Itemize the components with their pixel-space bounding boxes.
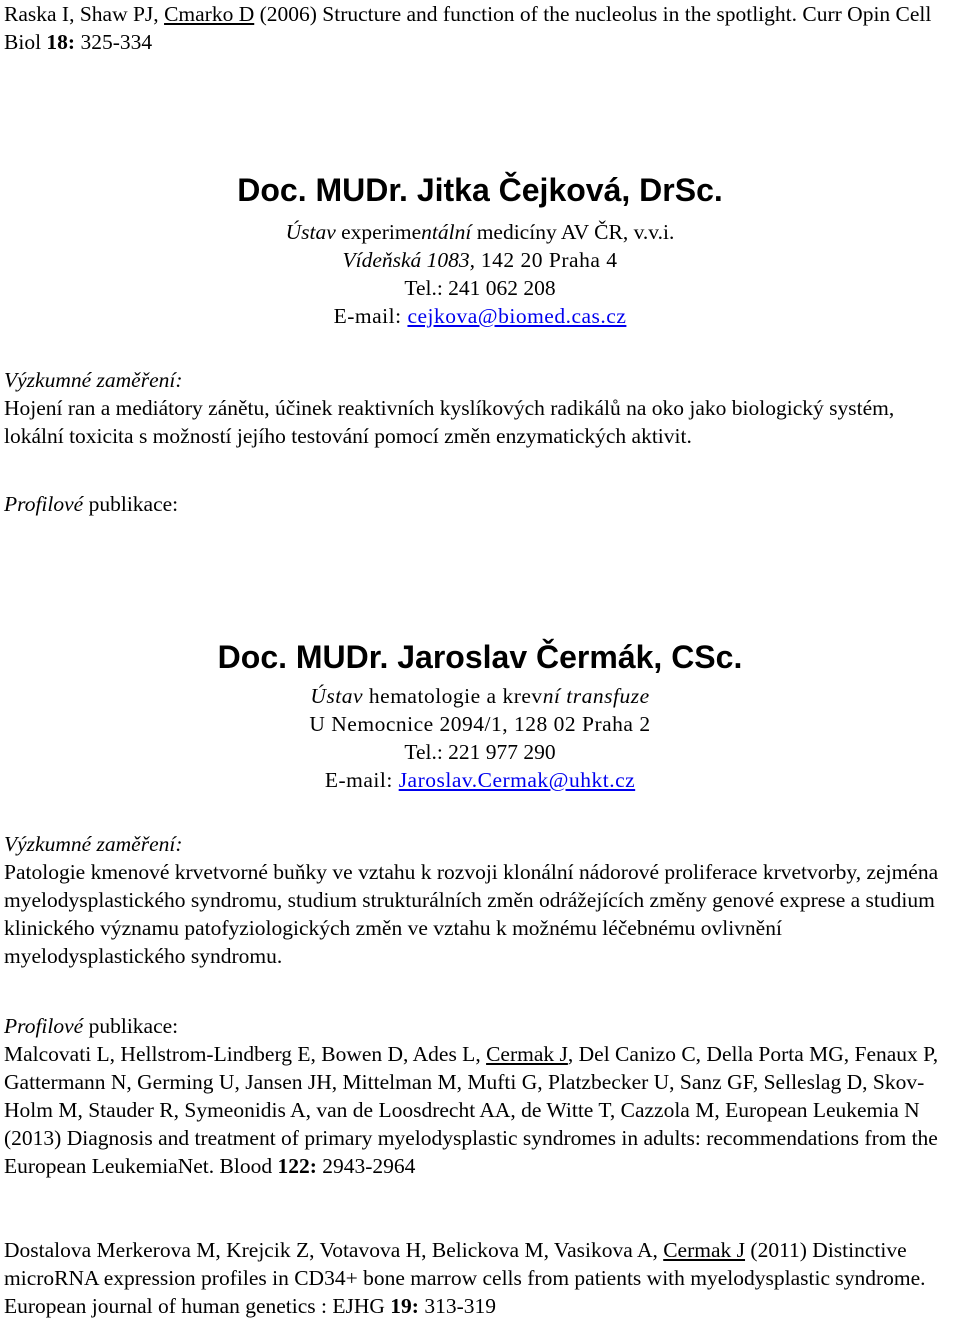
- person1-publications-label: Profilové publikace:: [4, 492, 179, 516]
- person1-institute: Ústav experimentální medicíny AV ČR, v.v.i.: [285, 220, 675, 244]
- person1-tel: Tel.: 241 062 208: [404, 276, 556, 300]
- person1-name: Doc. MUDr. Jitka Čejková, DrSc.: [237, 172, 723, 208]
- person2-email-link[interactable]: Jaroslav.Cermak@uhkt.cz: [398, 768, 636, 792]
- person2-institute: Ústav hematologie a krevní transfuze: [310, 684, 650, 708]
- person2-research-text: Patologie kmenové krvetvorné buňky ve vztahu k rozvoji klonální nádorové proliferace krvetvorby, zejména myelodysplastického syndromu, studium strukturálních změn odrážejících změny genové exprese a studium klinického významu patofyziologických změn ve vztahu k možnému léčebnému ovlivnění myelodysplastického syndromu.: [4, 860, 939, 968]
- person2-name: Doc. MUDr. Jaroslav Čermák, CSc.: [217, 639, 743, 675]
- publication-item: Malcovati L, Hellstrom-Lindberg E, Bowen D, Ades L, Cermak J, Del Canizo C, Della Porta MG, Fenaux P, Gattermann N, Germing U, Jansen JH, Mittelman M, Mufti G, Platzbecker U, Sanz GF, Selleslag D, Skov-Holm M, Stauder R, Symeonidis A, van de Loosdrecht AA, de Witte T, Cazzola M, European Leukemia N (2013) Diagnosis and treatment of primary myelodysplastic syndromes in adults: recommendations from the European LeukemiaNet. Blood 122: 2943-2964: [4, 1042, 939, 1178]
- person1-research-text: Hojení ran a mediátory zánětu, účinek reaktivních kyslíkových radikálů na oko jako biologický systém, lokální toxicita s možností jejího testování pomocí změn enzymatických aktivit.: [4, 396, 895, 448]
- publication-item: Dostalova Merkerova M, Krejcik Z, Votavova H, Belickova M, Vasikova A, Cermak J (2011) Distinctive microRNA expression profiles in CD34+ bone marrow cells from patients with myelodysplastic syndrome. European journal of human genetics : EJHG 19: 313-319: [4, 1238, 926, 1318]
- person2-research-label: Výzkumné zaměření:: [4, 832, 183, 856]
- reference-volume: 18:: [46, 30, 76, 54]
- reference-top: [4, 0, 956, 56]
- person2-email-line: E-mail: Jaroslav.Cermak@uhkt.cz: [324, 768, 636, 792]
- person2-publications-label: Profilové publikace:: [4, 1014, 179, 1038]
- reference-author-highlight: Cmarko D: [164, 2, 255, 26]
- reference-pages: 325-334: [75, 30, 153, 54]
- person2-address: U Nemocnice 2094/1, 128 02 Praha 2: [309, 712, 651, 736]
- person1-research-label: Výzkumné zaměření:: [4, 368, 183, 392]
- reference-text: (2006) Structure and function of the nucleolus in the spotlight. Curr Opin Cell Biol: [4, 2, 932, 54]
- person1-email-link[interactable]: cejkova@biomed.cas.cz: [407, 304, 627, 328]
- person1-email-line: E-mail: cejkova@biomed.cas.cz: [333, 304, 627, 328]
- reference-authors: Raska I, Shaw PJ,: [4, 2, 165, 26]
- person1-address: Vídeňská 1083, 142 20 Praha 4: [342, 248, 618, 272]
- person2-tel: Tel.: 221 977 290: [404, 740, 556, 764]
